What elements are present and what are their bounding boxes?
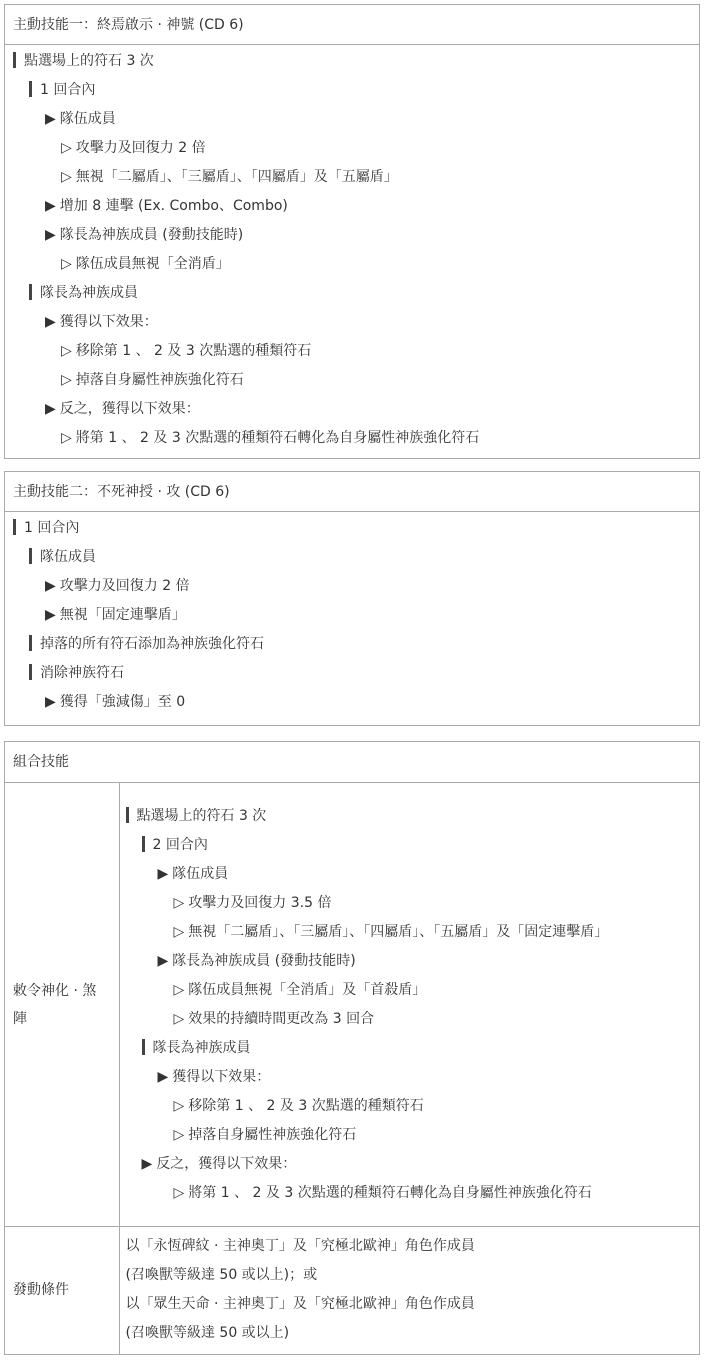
outline-triangle-icon: ▷ — [173, 1184, 185, 1201]
filled-triangle-icon: ▶ — [45, 607, 56, 623]
outline-line — [5, 192, 699, 221]
combo-condition-row — [5, 1227, 699, 1354]
outline-triangle-icon: ▷ — [173, 1126, 185, 1143]
outline-triangle-icon: ▷ — [61, 256, 72, 272]
bullet-bar-icon — [126, 807, 129, 823]
outline-line — [5, 543, 699, 572]
outline-triangle-icon: ▷ — [173, 981, 185, 998]
filled-triangle-icon: ▶ — [45, 111, 56, 127]
filled-triangle-icon: ▶ — [45, 694, 56, 710]
outline-line — [120, 831, 700, 860]
outline-text: 1 回合內 — [40, 82, 96, 98]
outline-text: 反之，獲得以下效果： — [59, 401, 200, 417]
outline-line — [120, 1005, 700, 1034]
combo-table — [5, 782, 699, 1354]
outline-line — [5, 572, 699, 601]
outline-text: 反之，獲得以下效果： — [156, 1155, 297, 1172]
condition-line: 以「眾生天命 · 主神奧丁」及「究極北歐神」角色作成員 — [125, 1296, 475, 1313]
outline-triangle-icon: ▷ — [173, 1010, 185, 1027]
outline-triangle-icon: ▷ — [61, 343, 72, 359]
outline-text: 隊長為神族成員 — [152, 1039, 251, 1056]
outline-line — [5, 395, 699, 424]
outline-line — [5, 688, 699, 717]
outline-line — [5, 659, 699, 688]
outline-line — [5, 105, 699, 134]
outline-line — [5, 134, 699, 163]
combo-skill-row — [5, 783, 699, 1227]
outline-text: 消除神族符石 — [40, 665, 124, 681]
filled-triangle-icon: ▶ — [157, 1068, 169, 1085]
outline-line — [120, 976, 700, 1005]
outline-text: 掉落自身屬性神族強化符石 — [75, 372, 244, 388]
skill2-panel — [4, 471, 700, 726]
combo-skill-content — [119, 783, 699, 1227]
filled-triangle-icon: ▶ — [45, 227, 56, 243]
outline-line — [5, 424, 699, 453]
outline-text: 點選場上的符石 3 次 — [136, 807, 267, 824]
outline-triangle-icon: ▷ — [173, 894, 185, 911]
outline-text: 隊伍成員 — [172, 865, 229, 882]
outline-text: 1 回合內 — [24, 520, 80, 536]
outline-text: 掉落的所有符石添加為神族強化符石 — [40, 636, 264, 652]
outline-text: 隊伍成員無視「全消盾」及「首殺盾」 — [188, 981, 427, 998]
outline-text: 獲得以下效果： — [172, 1068, 271, 1085]
skill1-lines — [5, 45, 699, 453]
outline-text: 隊伍成員 — [59, 111, 116, 127]
outline-line — [120, 947, 700, 976]
outline-line — [120, 802, 700, 831]
outline-text: 攻擊力及回復力 2 倍 — [75, 140, 206, 156]
outline-line — [5, 514, 699, 543]
outline-line — [5, 163, 699, 192]
combo-condition-content — [119, 1227, 699, 1354]
outline-triangle-icon: ▷ — [61, 169, 72, 185]
filled-triangle-icon: ▶ — [45, 198, 56, 214]
combo-lines — [120, 802, 700, 1208]
outline-text: 獲得「強減傷」至 0 — [59, 694, 186, 710]
outline-text: 移除第 1 、 2 及 3 次點選的種類符石 — [188, 1097, 424, 1114]
condition-line: 以「永恆碑紋 · 主神奧丁」及「究極北歐神」角色作成員 — [125, 1238, 475, 1255]
skill1-panel — [4, 4, 700, 459]
outline-line — [5, 221, 699, 250]
skill2-title: 主動技能二：不死神授 · 攻 (CD 6) — [5, 472, 699, 512]
outline-text: 點選場上的符石 3 次 — [24, 53, 154, 69]
outline-line — [120, 918, 700, 947]
outline-line — [5, 630, 699, 659]
outline-line — [120, 1034, 700, 1063]
outline-text: 增加 8 連擊 (Ex. Combo、Combo) — [59, 198, 288, 214]
outline-line — [120, 1092, 700, 1121]
outline-text: 無視「二屬盾」、「三屬盾」、「四屬盾」及「五屬盾」 — [75, 169, 398, 185]
outline-text: 掉落自身屬性神族強化符石 — [188, 1126, 357, 1143]
outline-line — [5, 601, 699, 630]
bullet-bar-icon — [29, 548, 32, 564]
outline-text: 隊伍成員 — [40, 549, 96, 565]
outline-line — [120, 1150, 700, 1179]
outline-text: 移除第 1 、 2 及 3 次點選的種類符石 — [75, 343, 312, 359]
outline-text: 將第 1 、 2 及 3 次點選的種類符石轉化為自身屬性神族強化符石 — [75, 430, 480, 446]
outline-triangle-icon: ▷ — [61, 372, 72, 388]
combo-skill-label: 敕令神化 · 煞陣 — [5, 783, 119, 1227]
outline-text: 隊長為神族成員 (發動技能時) — [172, 952, 356, 969]
combo-condition-label: 發動條件 — [5, 1227, 119, 1354]
outline-text: 無視「固定連擊盾」 — [59, 607, 186, 623]
outline-text: 將第 1 、 2 及 3 次點選的種類符石轉化為自身屬性神族強化符石 — [188, 1184, 592, 1201]
outline-line — [5, 47, 699, 76]
outline-triangle-icon: ▷ — [61, 430, 72, 446]
outline-line — [5, 76, 699, 105]
filled-triangle-icon: ▶ — [45, 314, 56, 330]
condition-line: (召喚獸等級達 50 或以上) — [125, 1325, 290, 1342]
bullet-bar-icon — [13, 519, 16, 535]
outline-line — [5, 337, 699, 366]
bullet-bar-icon — [29, 635, 32, 651]
bullet-bar-icon — [29, 664, 32, 680]
outline-triangle-icon: ▷ — [173, 923, 185, 940]
outline-text: 無視「二屬盾」、「三屬盾」、「四屬盾」、「五屬盾」及「固定連擊盾」 — [188, 923, 609, 940]
outline-line — [5, 250, 699, 279]
outline-line — [5, 308, 699, 337]
outline-text: 2 回合內 — [152, 836, 208, 853]
skill2-lines — [5, 512, 699, 717]
bullet-bar-icon — [142, 836, 145, 852]
outline-line — [120, 1121, 700, 1150]
filled-triangle-icon: ▶ — [141, 1155, 153, 1172]
combo-panel — [4, 741, 700, 1355]
condition-line: (召喚獸等級達 50 或以上)；或 — [125, 1267, 318, 1284]
outline-text: 攻擊力及回復力 2 倍 — [59, 578, 190, 594]
filled-triangle-icon: ▶ — [157, 952, 169, 969]
outline-text: 隊長為神族成員 (發動技能時) — [59, 227, 244, 243]
outline-text: 隊伍成員無視「全消盾」 — [75, 256, 230, 272]
filled-triangle-icon: ▶ — [157, 865, 169, 882]
outline-text: 效果的持續時間更改為 3 回合 — [188, 1010, 375, 1027]
bullet-bar-icon — [29, 81, 32, 97]
bullet-bar-icon — [13, 52, 16, 68]
outline-line — [5, 366, 699, 395]
outline-text: 獲得以下效果： — [59, 314, 158, 330]
outline-line — [120, 889, 700, 918]
bullet-bar-icon — [142, 1039, 145, 1055]
outline-triangle-icon: ▷ — [173, 1097, 185, 1114]
combo-title: 組合技能 — [13, 754, 69, 770]
condition-lines — [120, 1232, 700, 1348]
outline-line — [5, 279, 699, 308]
outline-line — [120, 860, 700, 889]
filled-triangle-icon: ▶ — [45, 401, 56, 417]
outline-line — [120, 1063, 700, 1092]
bullet-bar-icon — [29, 284, 32, 300]
outline-text: 隊長為神族成員 — [40, 285, 138, 301]
outline-line — [120, 1179, 700, 1208]
outline-text: 攻擊力及回復力 3.5 倍 — [188, 894, 332, 911]
outline-triangle-icon: ▷ — [61, 140, 72, 156]
skill1-title: 主動技能一：終焉啟示 · 神號 (CD 6) — [5, 5, 699, 45]
filled-triangle-icon: ▶ — [45, 578, 56, 594]
